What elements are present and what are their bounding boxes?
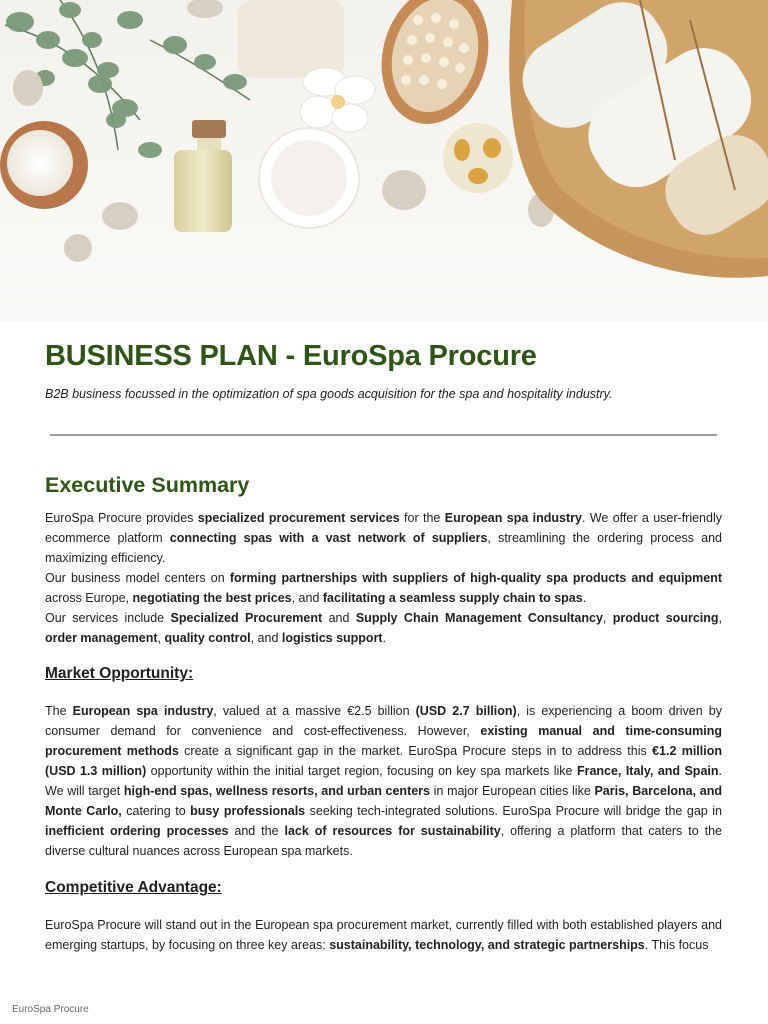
text-run: The	[45, 704, 73, 718]
loofah	[443, 123, 513, 193]
text-run: .	[382, 631, 387, 645]
text-run: EuroSpa Procure will stand out in the European spa procurement market, currently filled with both established players and emerging startups, by focusing on three key areas:	[45, 918, 722, 952]
competitive-advantage-paragraph	[45, 915, 722, 955]
bold-text-run: product sourcing	[612, 611, 719, 625]
page-subtitle: B2B business focussed in the optimization of spa goods acquisition for the spa and hospitality industry.	[45, 387, 613, 401]
text-run: ,	[157, 631, 165, 645]
document-body	[45, 340, 722, 955]
bold-text-run: negotiating the best prices	[132, 591, 292, 605]
bold-text-run: European spa industry	[72, 704, 214, 718]
sponge	[238, 0, 344, 78]
bold-text-run: Paris, Barcelona, and Monte Carlo,	[45, 784, 723, 818]
text-run: , offering a platform that caters to the diverse cultural nuances across European spa markets.	[45, 824, 722, 858]
text-run: ,	[718, 611, 722, 625]
section-heading-market-opportunity: Market Opportunity:	[45, 665, 194, 682]
text-run: in major European cities like	[430, 784, 595, 798]
hero-spa-photo	[0, 0, 768, 322]
page-title: BUSINESS PLAN - EuroSpa Procure	[45, 340, 537, 372]
text-run: Our business model centers on	[45, 571, 230, 585]
text-run: across Europe,	[45, 591, 133, 605]
bold-text-run: inefficient ordering processes	[45, 824, 229, 838]
bold-text-run: busy professionals	[190, 804, 306, 818]
text-run: . This focus	[644, 938, 709, 952]
text-run: , streamlining the ordering process and maximizing efficiency.	[45, 531, 722, 565]
bold-text-run: order management	[45, 631, 158, 645]
executive-summary-paragraph-3	[45, 608, 722, 648]
bold-text-run: logistics support	[281, 631, 383, 645]
text-run: , and	[250, 631, 282, 645]
text-run: .	[582, 591, 587, 605]
bold-text-run: lack of resources for sustainability	[284, 824, 501, 838]
text-run: Our services include	[45, 611, 171, 625]
section-heading-executive-summary: Executive Summary	[45, 473, 250, 497]
bold-text-run: France, Italy, and Spain	[576, 764, 719, 778]
bold-text-run: (USD 2.7 billion)	[415, 704, 517, 718]
bold-text-run: sustainability, technology, and strategic partnerships	[329, 938, 645, 952]
bold-text-run: Supply Chain Management Consultancy	[355, 611, 603, 625]
text-run: seeking tech-integrated solutions. EuroSpa Procure will bridge the gap in	[305, 804, 722, 818]
text-run: catering to	[121, 804, 191, 818]
text-run: , is experiencing a boom driven by consumer demand for convenience and cost-effectiveness. However,	[45, 704, 722, 738]
salt-bowl	[259, 128, 359, 228]
bold-text-run: high-end spas, wellness resorts, and urban centers	[123, 784, 430, 798]
text-run: and the	[228, 824, 285, 838]
bold-text-run: connecting spas with a vast network of suppliers	[169, 531, 488, 545]
bold-text-run: specialized procurement services	[197, 511, 400, 525]
text-run: , valued at a massive €2.5 billion	[213, 704, 416, 718]
text-run: . We offer a user-friendly ecommerce platform	[45, 511, 722, 545]
page-footer: EuroSpa Procure	[12, 1004, 89, 1015]
executive-summary-paragraph-2	[45, 568, 722, 608]
bold-text-run: European spa industry	[444, 511, 582, 525]
text-run: create a significant gap in the market. EuroSpa Procure steps in to address this	[178, 744, 653, 758]
section-heading-competitive-advantage: Competitive Advantage:	[45, 879, 222, 896]
bold-text-run: Specialized Procurement	[170, 611, 323, 625]
text-run: opportunity within the initial target region, focusing on key spa markets like	[146, 764, 577, 778]
bold-text-run: facilitating a seamless supply chain to spas	[322, 591, 583, 605]
text-run: for the	[399, 511, 445, 525]
market-opportunity-paragraph	[45, 701, 722, 861]
bold-text-run: forming partnerships with suppliers of high-quality spa products and equipment	[229, 571, 722, 585]
text-run: . We will target	[45, 764, 722, 798]
text-run: EuroSpa Procure provides	[45, 511, 198, 525]
text-run: and	[322, 611, 356, 625]
text-run: ,	[602, 611, 613, 625]
orchid-flower	[300, 68, 375, 132]
bold-text-run: €1.2 million (USD 1.3 million)	[45, 744, 722, 778]
candle	[0, 121, 88, 209]
executive-summary-paragraph-1	[45, 508, 722, 568]
horizontal-divider	[50, 434, 717, 436]
bold-text-run: existing manual and time-consuming procurement methods	[45, 724, 722, 758]
bold-text-run: quality control	[164, 631, 251, 645]
text-run: , and	[291, 591, 323, 605]
